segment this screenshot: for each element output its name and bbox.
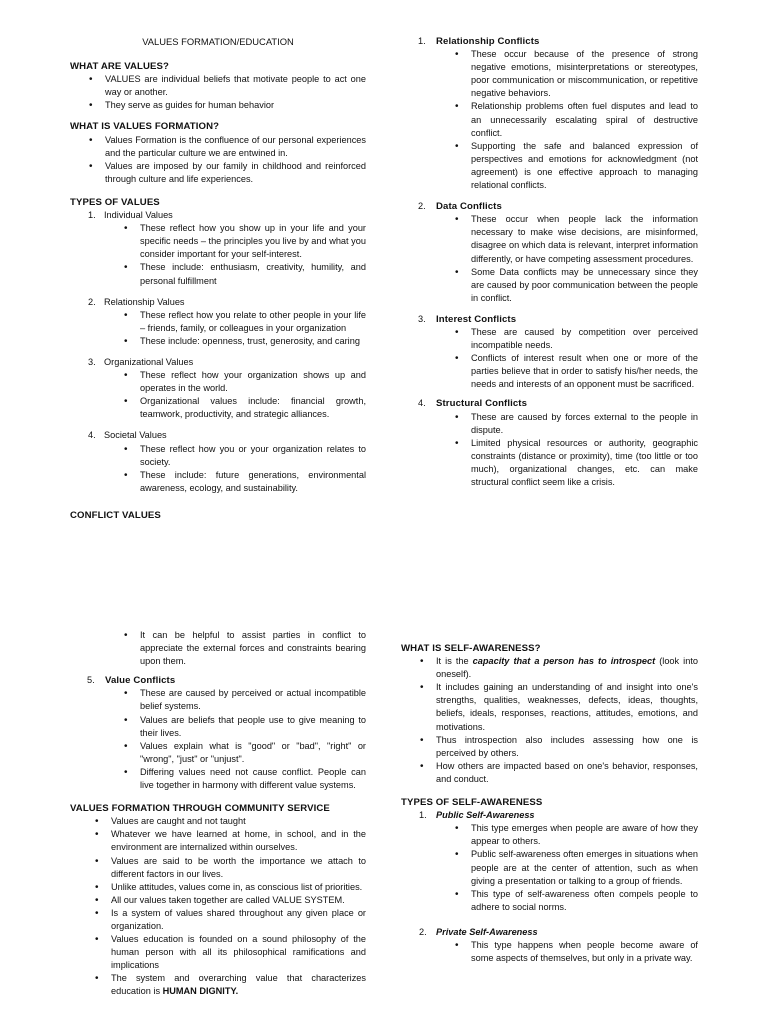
left-column-top xyxy=(70,35,366,522)
public-self-awareness xyxy=(419,809,698,914)
list-item: • Differing values need not cause conflict. People can live together in harmony with different value systems. xyxy=(140,766,366,792)
private-self-awareness xyxy=(419,926,698,965)
item-bullets xyxy=(471,822,698,914)
item-bullets xyxy=(471,48,698,192)
what-are-values-list xyxy=(105,73,366,112)
document-title: VALUES FORMATION/EDUCATION xyxy=(142,36,294,47)
item-number: 3. xyxy=(88,356,96,367)
list-item: • These reflect how your organization shows up and operates in the world. xyxy=(140,369,366,395)
item-number: 1. xyxy=(419,810,427,821)
what-are-values-heading: WHAT ARE VALUES? xyxy=(70,61,169,73)
item-number: 4. xyxy=(418,398,426,409)
list-item: • Relationship problems often fuel disputes and lead to an unnecessarily escalating spiral of destructive conflict. xyxy=(471,100,698,139)
list-item: • These are caused by forces external to the people in dispute. xyxy=(471,411,698,437)
list-item: • Is a system of values shared throughout any given place or organization. xyxy=(111,907,366,933)
list-item: • Values are imposed by our family in childhood and reinforced through culture and life experiences. xyxy=(105,160,366,186)
item-text: It is the xyxy=(436,656,473,667)
item-bullets xyxy=(471,213,698,305)
item-label: Organizational Values xyxy=(104,356,194,367)
item-number: 1. xyxy=(88,210,96,221)
item-number: 5. xyxy=(87,675,95,686)
type-individual-values xyxy=(88,209,366,288)
list-item xyxy=(111,972,366,998)
community-service-heading: VALUES FORMATION THROUGH COMMUNITY SERVICE xyxy=(70,803,330,815)
list-item: • VALUES are individual beliefs that motivate people to act one way or another. xyxy=(105,73,366,99)
list-item: • Limited physical resources or authority, geographic constraints (distance or proximity), time (too little or too much), organizational changes, etc. can make structural conflict seem like a crisis. xyxy=(471,437,698,489)
list-item: • This type happens when people become aware of some aspects of themselves, but only in a private way. xyxy=(471,939,698,965)
list-item: • These include: future generations, environmental awareness, ecology, and sustainability. xyxy=(140,469,366,495)
list-item: • These are caused by perceived or actual incompatible belief systems. xyxy=(140,687,366,713)
item-bullets xyxy=(140,687,366,792)
list-item: • These are caused by competition over perceived incompatible needs. xyxy=(471,326,698,352)
right-column-bottom xyxy=(401,642,698,965)
list-item: • These reflect how you or your organization relates to society. xyxy=(140,443,366,469)
type-societal-values xyxy=(88,429,366,494)
item-bullets xyxy=(471,411,698,490)
item-label: Structural Conflicts xyxy=(436,398,528,410)
list-item: • Values explain what is "good" or "bad", "right" or "wrong", "just" or "unjust". xyxy=(140,740,366,766)
conflict-interest xyxy=(418,313,698,392)
item-number: 2. xyxy=(88,296,96,307)
item-label: Value Conflicts xyxy=(105,675,176,687)
conflict-structural xyxy=(418,397,698,489)
list-item: • This type of self-awareness often compels people to adhere to social norms. xyxy=(471,888,698,914)
left-column-bottom xyxy=(70,629,366,999)
list-item: • Public self-awareness often emerges in situations when people are at the center of attention, such as when giving a presentation or talking to a group of friends. xyxy=(471,848,698,887)
conflict-data xyxy=(418,200,698,305)
item-number: 3. xyxy=(418,313,426,324)
list-item: • These reflect how you show up in your life and your specific needs – the principles you live by and what you consider important for your self-interest. xyxy=(140,222,366,261)
list-item: • Values are caught and not taught xyxy=(111,815,366,828)
list-item: • Supporting the safe and balanced expression of perspectives and emotions for acknowledgment (not agreement) is one effective approach to managing relational conflicts. xyxy=(471,140,698,192)
what-is-formation-heading: WHAT IS VALUES FORMATION? xyxy=(70,121,220,133)
list-item: • It includes gaining an understanding of and insight into one's strengths, qualities, weaknesses, defects, ideas, thoughts, beliefs, ideals, responses, reactions, attitudes, emotions, and motivations. xyxy=(436,681,698,733)
list-item: • Organizational values include: financial growth, teamwork, productivity, and strategic alliances. xyxy=(140,395,366,421)
list-item: • They serve as guides for human behavior xyxy=(105,99,366,112)
item-label: Individual Values xyxy=(104,210,173,221)
list-item: • Values are said to be worth the importance we attach to different factors in our lives. xyxy=(111,855,366,881)
list-item: • These occur because of the presence of strong negative emotions, misinterpretations or stereotypes, poor communication or miscommunication, or repetitive negative behaviors. xyxy=(471,48,698,100)
type-relationship-values xyxy=(88,296,366,348)
list-item: • Whatever we have learned at home, in school, and in the environment are internalized within ourselves. xyxy=(111,828,366,854)
item-bullets xyxy=(471,326,698,391)
list-item: • These include: openness, trust, generosity, and caring xyxy=(140,335,366,348)
list-item: • These occur when people lack the information necessary to make wise decisions, are misinformed, disagree on which data is relevant, interpret information differently, or have competing assessment procedures. xyxy=(471,213,698,265)
item-bullets xyxy=(140,222,366,287)
item-text: The system and overarching value that characterizes education is xyxy=(111,973,366,997)
right-column-top xyxy=(418,35,698,489)
human-dignity-text: HUMAN DIGNITY. xyxy=(162,986,239,997)
list-item: • These reflect how you relate to other people in your life – friends, family, or colleagues in your organization xyxy=(140,309,366,335)
item-text: (look into oneself). xyxy=(436,656,698,680)
item-number: 2. xyxy=(418,201,426,212)
item-bullets xyxy=(140,443,366,495)
item-label: Public Self-Awareness xyxy=(436,810,535,821)
item-number: 4. xyxy=(88,430,96,441)
list-item: • It can be helpful to assist parties in conflict to appreciate the external forces and constraints bearing upon them. xyxy=(140,629,366,668)
list-item: • Values Formation is the confluence of our personal experiences and the particular culture we are entwined in. xyxy=(105,134,366,160)
item-label: Societal Values xyxy=(104,430,167,441)
conflict-values-heading: CONFLICT VALUES xyxy=(70,509,161,521)
community-service-list xyxy=(111,815,366,998)
types-of-values-heading: TYPES OF VALUES xyxy=(70,196,160,208)
list-item: • These include: enthusiasm, creativity, humility, and personal fulfillment xyxy=(140,261,366,287)
item-label: Relationship Values xyxy=(104,296,185,307)
item-label: Relationship Conflicts xyxy=(436,36,540,47)
list-item: • This type emerges when people are aware of how they appear to others. xyxy=(471,822,698,848)
self-awareness-heading: WHAT IS SELF-AWARENESS? xyxy=(401,643,541,654)
list-item xyxy=(436,655,698,681)
list-item: • Values are beliefs that people use to give meaning to their lives. xyxy=(140,714,366,740)
item-number: 2. xyxy=(419,926,427,937)
item-bullets xyxy=(140,309,366,348)
item-number: 1. xyxy=(418,36,426,46)
item-label: Interest Conflicts xyxy=(436,313,517,325)
conflict-value xyxy=(87,674,366,792)
list-item: • Values education is founded on a sound philosophy of the human person with all its philosophical ramifications and implications xyxy=(111,933,366,972)
list-item: • How others are impacted based on one's behavior, responses, and conduct. xyxy=(436,760,698,786)
type-organizational-values xyxy=(88,356,366,421)
carry-over-list xyxy=(140,629,366,668)
item-label: Data Conflicts xyxy=(436,201,502,213)
self-awareness-list xyxy=(436,655,698,786)
types-self-awareness-heading: TYPES OF SELF-AWARENESS xyxy=(401,797,543,809)
item-bullets xyxy=(471,939,698,965)
list-item: • Unlike attitudes, values come in, as conscious list of priorities. xyxy=(111,881,366,894)
what-is-formation-list xyxy=(105,134,366,186)
list-item: • Conflicts of interest result when one or more of the parties believe that in order to satisfy his/her needs, the needs and interests of an opponent must be sacrificed. xyxy=(471,352,698,391)
introspect-text: capacity that a person has to introspect xyxy=(472,656,656,667)
list-item: • Some Data conflicts may be unnecessary since they are caused by poor communication between the people in conflict. xyxy=(471,266,698,305)
item-label: Private Self-Awareness xyxy=(436,926,538,937)
item-bullets xyxy=(140,369,366,421)
list-item: • Thus introspection also includes assessing how one is perceived by others. xyxy=(436,734,698,760)
list-item: • All our values taken together are called VALUE SYSTEM. xyxy=(111,894,366,907)
conflict-relationship xyxy=(418,35,698,192)
